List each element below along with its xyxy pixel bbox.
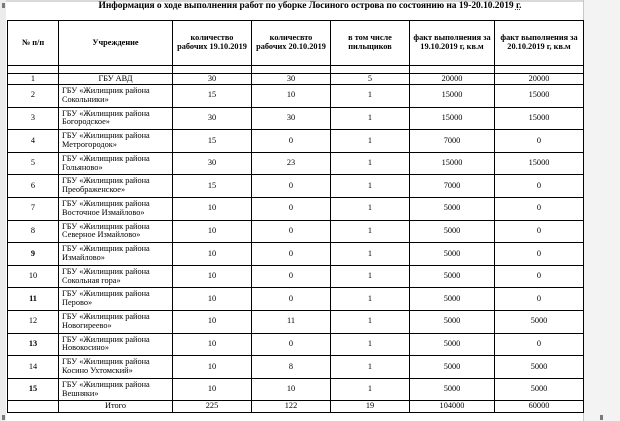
table-row: [8, 74, 584, 85]
row-fact-19: 5000: [410, 378, 495, 401]
row-num: 9: [8, 243, 59, 266]
row-fact-20: 5000: [495, 378, 584, 401]
total-num-cell: [8, 401, 59, 413]
row-workers-20: 0: [252, 175, 331, 198]
row-org: ГБУ «Жилищник района Измайлово»: [59, 243, 173, 266]
row-org: ГБУ «Жилищник района Метрогородок»: [59, 130, 173, 153]
row-climbers: 1: [331, 265, 410, 288]
row-workers-20: 0: [252, 197, 331, 220]
row-workers-20: 0: [252, 220, 331, 243]
row-workers-20: 0: [252, 333, 331, 356]
row-num: 8: [8, 220, 59, 243]
row-fact-19: 5000: [410, 333, 495, 356]
row-climbers: 1: [331, 197, 410, 220]
row-workers-20: 8: [252, 356, 331, 379]
table-row: [8, 310, 584, 333]
total-label: Итого: [59, 401, 173, 413]
row-fact-20: 0: [495, 265, 584, 288]
row-climbers: 1: [331, 288, 410, 311]
row-workers-19: 10: [173, 197, 252, 220]
row-climbers: 1: [331, 378, 410, 401]
row-num: 2: [8, 85, 59, 108]
row-climbers: 1: [331, 175, 410, 198]
row-workers-19: 10: [173, 333, 252, 356]
row-workers-20: 0: [252, 288, 331, 311]
header-spacer-row: [8, 66, 584, 74]
row-fact-19: 5000: [410, 265, 495, 288]
row-org: ГБУ «Жилищник района Вешняки»: [59, 378, 173, 401]
corner-mark: [2, 415, 5, 420]
row-fact-20: 0: [495, 333, 584, 356]
header-fact-19: факт выполнения за 19.10.2019 г, кв.м: [410, 21, 495, 66]
table-row: [8, 130, 584, 153]
table-row: [8, 220, 584, 243]
row-fact-20: 0: [495, 220, 584, 243]
row-workers-19: 30: [173, 152, 252, 175]
header-fact-20: факт выполнения за 20.10.2019 г, кв.м: [495, 21, 584, 66]
row-fact-20: 0: [495, 243, 584, 266]
table-row: [8, 333, 584, 356]
row-workers-20: 0: [252, 130, 331, 153]
row-org: ГБУ «Жилищник района Восточное Измайлово»: [59, 197, 173, 220]
row-fact-20: 5000: [495, 356, 584, 379]
row-workers-20: 30: [252, 74, 331, 85]
row-fact-20: 20000: [495, 74, 584, 85]
table-row: [8, 197, 584, 220]
total-fact-20: 60000: [495, 401, 584, 413]
row-workers-19: 15: [173, 130, 252, 153]
row-climbers: 1: [331, 333, 410, 356]
row-workers-20: 10: [252, 378, 331, 401]
row-num: 6: [8, 175, 59, 198]
title-suffix: г.: [515, 1, 522, 11]
table-row: [8, 265, 584, 288]
table-row: [8, 288, 584, 311]
row-workers-19: 30: [173, 107, 252, 130]
page-right-margin: [583, 0, 620, 421]
corner-mark: [600, 415, 603, 420]
row-fact-20: 15000: [495, 107, 584, 130]
row-fact-19: 5000: [410, 220, 495, 243]
total-row: [8, 401, 584, 413]
row-num: 12: [8, 310, 59, 333]
row-num: 15: [8, 378, 59, 401]
row-org: ГБУ «Жилищник района Сокольники»: [59, 85, 173, 108]
row-num: 5: [8, 152, 59, 175]
row-climbers: 1: [331, 220, 410, 243]
table-row: [8, 85, 584, 108]
row-org: ГБУ «Жилищник района Гольяново»: [59, 152, 173, 175]
table-body: [8, 74, 584, 401]
row-workers-20: 30: [252, 107, 331, 130]
header-workers-20: количесвто рабочих 20.10.2019: [252, 21, 331, 66]
row-climbers: 1: [331, 107, 410, 130]
row-org: ГБУ «Жилищник района Богородское»: [59, 107, 173, 130]
row-org: ГБУ «Жилищник района Перово»: [59, 288, 173, 311]
row-fact-19: 7000: [410, 130, 495, 153]
row-org: ГБУ «Жилищник района Преображенское»: [59, 175, 173, 198]
row-fact-20: 0: [495, 175, 584, 198]
row-fact-19: 5000: [410, 310, 495, 333]
row-climbers: 5: [331, 74, 410, 85]
row-num: 7: [8, 197, 59, 220]
row-climbers: 1: [331, 85, 410, 108]
row-workers-19: 10: [173, 288, 252, 311]
row-org: ГБУ «Жилищник района Сокольная гора»: [59, 265, 173, 288]
table-row: [8, 243, 584, 266]
row-num: 3: [8, 107, 59, 130]
row-fact-19: 5000: [410, 356, 495, 379]
row-num: 1: [8, 74, 59, 85]
row-climbers: 1: [331, 310, 410, 333]
row-workers-20: 11: [252, 310, 331, 333]
row-fact-20: 15000: [495, 85, 584, 108]
row-fact-19: 15000: [410, 85, 495, 108]
row-fact-19: 5000: [410, 288, 495, 311]
row-workers-19: 15: [173, 175, 252, 198]
row-workers-19: 10: [173, 310, 252, 333]
page-left-margin: [0, 0, 6, 421]
header-climbers: в том числе пильщиков: [331, 21, 410, 66]
row-workers-20: 0: [252, 265, 331, 288]
row-num: 10: [8, 265, 59, 288]
row-climbers: 1: [331, 152, 410, 175]
table-row: [8, 356, 584, 379]
row-fact-20: 0: [495, 197, 584, 220]
row-fact-19: 15000: [410, 152, 495, 175]
row-fact-19: 5000: [410, 243, 495, 266]
table-row: [8, 152, 584, 175]
table-row: [8, 175, 584, 198]
row-workers-19: 10: [173, 265, 252, 288]
row-fact-19: 7000: [410, 175, 495, 198]
row-num: 13: [8, 333, 59, 356]
row-workers-20: 10: [252, 85, 331, 108]
row-climbers: 1: [331, 243, 410, 266]
row-org: ГБУ «Жилищник района Северное Измайлово»: [59, 220, 173, 243]
row-workers-19: 10: [173, 378, 252, 401]
total-workers-20: 122: [252, 401, 331, 413]
row-workers-19: 15: [173, 85, 252, 108]
progress-table: [7, 20, 584, 413]
document-title: [0, 1, 620, 11]
row-num: 11: [8, 288, 59, 311]
row-fact-20: 5000: [495, 310, 584, 333]
row-workers-19: 10: [173, 220, 252, 243]
row-fact-20: 0: [495, 288, 584, 311]
row-fact-20: 0: [495, 130, 584, 153]
header-row: [8, 21, 584, 66]
title-text: Информация о ходе выполнения работ по уборке Лосиного острова по состоянию на 19-20.10.2019: [98, 1, 514, 11]
row-workers-19: 10: [173, 356, 252, 379]
row-workers-19: 30: [173, 74, 252, 85]
row-num: 14: [8, 356, 59, 379]
row-fact-20: 15000: [495, 152, 584, 175]
row-fact-19: 20000: [410, 74, 495, 85]
total-climbers: 19: [331, 401, 410, 413]
header-num: № п/п: [8, 21, 59, 66]
table-row: [8, 107, 584, 130]
header-workers-19: количество рабочих 19.10.2019: [173, 21, 252, 66]
total-workers-19: 225: [173, 401, 252, 413]
row-fact-19: 15000: [410, 107, 495, 130]
row-workers-20: 0: [252, 243, 331, 266]
row-org: ГБУ «Жилищник района Новогиреево»: [59, 310, 173, 333]
table-row: [8, 378, 584, 401]
row-org: ГБУ «Жилищник района Косино Ухтомский»: [59, 356, 173, 379]
row-org: ГБУ «Жилищник района Новокосино»: [59, 333, 173, 356]
header-org: Учреждение: [59, 21, 173, 66]
row-org: ГБУ АВД: [59, 74, 173, 85]
row-workers-20: 23: [252, 152, 331, 175]
total-fact-19: 104000: [410, 401, 495, 413]
row-climbers: 1: [331, 356, 410, 379]
row-num: 4: [8, 130, 59, 153]
row-climbers: 1: [331, 130, 410, 153]
row-workers-19: 10: [173, 243, 252, 266]
row-fact-19: 5000: [410, 197, 495, 220]
